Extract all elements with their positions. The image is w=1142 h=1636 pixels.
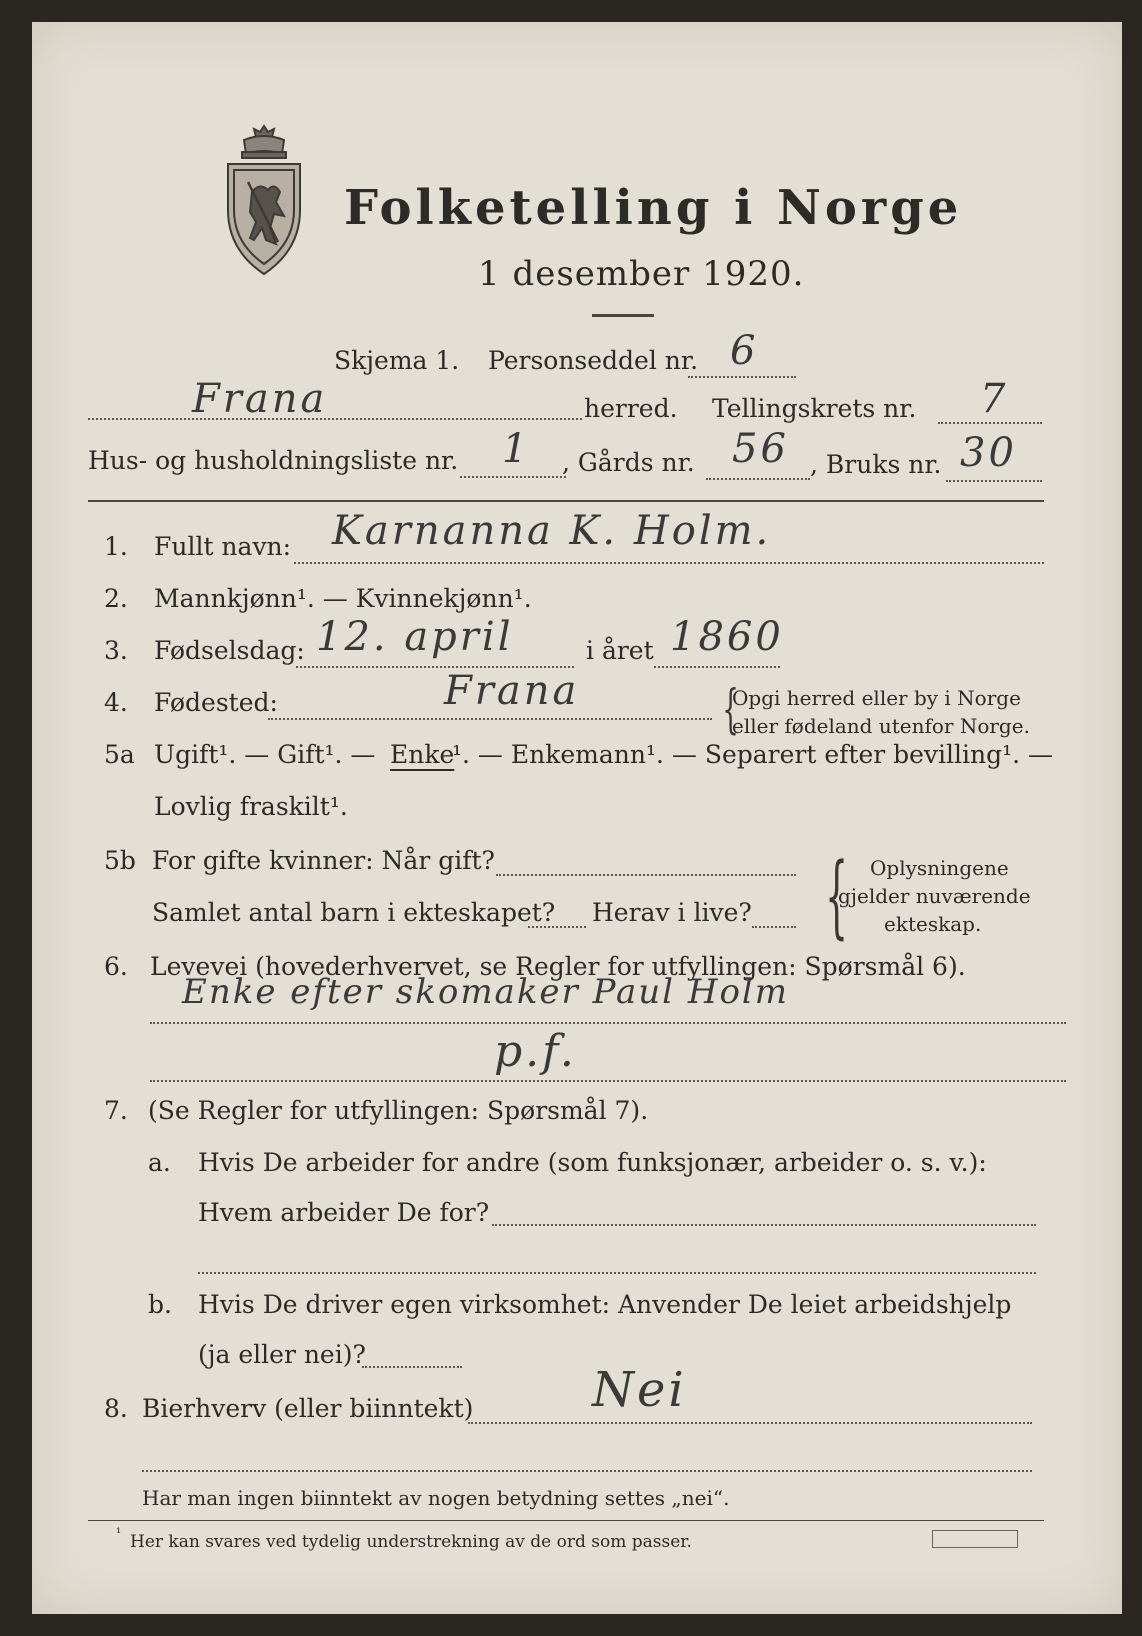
- q6-label: Levevei (hovederhvervet, se Regler for utfyllingen: Spørsmål 6).: [150, 952, 966, 981]
- census-date: 1 desember 1920.: [478, 254, 805, 294]
- q5b-note-brace: {: [825, 844, 849, 949]
- q6-field-line-2: [150, 1080, 1066, 1082]
- personseddel-field-line: [688, 376, 796, 378]
- bruks-value[interactable]: 30: [960, 430, 1017, 476]
- q5a-number: 5a: [104, 740, 135, 769]
- q8-field-line-2[interactable]: [142, 1470, 1032, 1472]
- q5b-alive-field-line[interactable]: [752, 926, 796, 928]
- q5b-married-when-label: For gifte kvinner: Når gift?: [152, 846, 495, 875]
- footnote-separator: [88, 1520, 1044, 1521]
- q2-gender-options[interactable]: Mannkjønn¹. — Kvinnekjønn¹.: [154, 584, 532, 613]
- q8-secondary-income-value[interactable]: Nei: [592, 1362, 687, 1418]
- bruks-label: , Bruks nr.: [810, 450, 942, 479]
- q5a-options-start[interactable]: Ugift¹. — Gift¹. —: [154, 740, 376, 769]
- personseddel-label: Personseddel nr.: [488, 346, 699, 375]
- q7b-letter: b.: [148, 1290, 172, 1319]
- q3-birthdate-value[interactable]: 12. april: [316, 614, 514, 660]
- q3-year-value[interactable]: 1860: [670, 614, 784, 660]
- q7b-question: (ja eller nei)?: [198, 1340, 366, 1369]
- q1-label: Fullt navn:: [154, 532, 292, 561]
- printer-stamp: [932, 1530, 1018, 1548]
- q4-note-brace: {: [722, 680, 739, 740]
- q8-label: Bierhverv (eller biinntekt): [142, 1394, 474, 1423]
- tellingskrets-label: Tellingskrets nr.: [712, 394, 917, 423]
- q4-number: 4.: [104, 688, 128, 717]
- household-list-label: Hus- og husholdningsliste nr.: [88, 446, 459, 475]
- q6-occupation-value-2[interactable]: p.f.: [494, 1026, 577, 1077]
- title-divider: [592, 314, 654, 317]
- q5a-option-enke-underlined[interactable]: Enke: [390, 740, 455, 769]
- tellingskrets-value[interactable]: 7: [980, 376, 1009, 422]
- household-list-field-line: [460, 476, 566, 478]
- q5b-note-line3: ekteskap.: [884, 912, 982, 936]
- q7a-field-line-1[interactable]: [492, 1224, 1036, 1226]
- q5b-children-field-line[interactable]: [528, 926, 586, 928]
- q6-number: 6.: [104, 952, 128, 981]
- q8-number: 8.: [104, 1394, 128, 1423]
- q7a-question: Hvem arbeider De for?: [198, 1198, 490, 1227]
- gards-label: , Gårds nr.: [562, 448, 695, 477]
- bruks-field-line: [946, 480, 1042, 482]
- q6-field-line-1: [150, 1022, 1066, 1024]
- herred-label: herred.: [584, 394, 678, 423]
- q3-label: Fødselsdag:: [154, 636, 305, 665]
- q5a-options-end[interactable]: ¹. — Enkemann¹. — Separert efter bevilling¹. —: [452, 740, 1054, 769]
- herred-field-line: [88, 418, 582, 420]
- q5b-children-label: Samlet antal barn i ekteskapet?: [152, 898, 556, 927]
- gards-field-line: [706, 478, 810, 480]
- q7a-text: Hvis De arbeider for andre (som funksjonær, arbeider o. s. v.):: [198, 1148, 987, 1177]
- q5b-note-line2: gjelder nuværende: [838, 884, 1031, 908]
- q4-field-line: [268, 718, 712, 720]
- header-separator: [88, 500, 1044, 502]
- q5b-number: 5b: [104, 846, 136, 875]
- q3-year-field-line: [654, 666, 780, 668]
- tellingskrets-field-line: [938, 422, 1042, 424]
- q4-note-line1: Opgi herred eller by i Norge: [732, 686, 1021, 710]
- q4-label: Fødested:: [154, 688, 278, 717]
- q4-note-line2: eller fødeland utenfor Norge.: [732, 714, 1030, 738]
- footnote-text: Her kan svares ved tydelig understrekning av de ord som passer.: [130, 1532, 692, 1552]
- census-form-page: [32, 22, 1122, 1614]
- herred-value[interactable]: Frana: [192, 376, 328, 422]
- schema-label: Skjema 1.: [334, 346, 460, 375]
- q8-field-line-1: [468, 1422, 1032, 1424]
- q3-number: 3.: [104, 636, 128, 665]
- gards-value[interactable]: 56: [732, 426, 789, 472]
- q6-occupation-value[interactable]: Enke efter skomaker Paul Holm: [182, 972, 790, 1012]
- q5b-married-when-field-line[interactable]: [496, 874, 796, 876]
- coat-of-arms-icon: [218, 122, 310, 282]
- q5a-option-divorced[interactable]: Lovlig fraskilt¹.: [154, 792, 348, 821]
- q7a-field-line-2[interactable]: [198, 1272, 1036, 1274]
- q1-field-line: [294, 562, 1044, 564]
- q7-label: (Se Regler for utfyllingen: Spørsmål 7).: [148, 1096, 649, 1125]
- q7b-text: Hvis De driver egen virksomhet: Anvender De leiet arbeidshjelp: [198, 1290, 1012, 1319]
- q2-number: 2.: [104, 584, 128, 613]
- q1-number: 1.: [104, 532, 128, 561]
- household-list-value[interactable]: 1: [502, 426, 531, 472]
- q3-year-label: i året: [586, 636, 654, 665]
- q7-number: 7.: [104, 1096, 128, 1125]
- note-text: Har man ingen biinntekt av nogen betydning settes „nei“.: [142, 1486, 730, 1510]
- q1-full-name-value[interactable]: Karnanna K. Holm.: [332, 508, 772, 554]
- footnote-mark: ¹: [116, 1526, 122, 1541]
- personseddel-value[interactable]: 6: [730, 328, 759, 374]
- q7b-field-line[interactable]: [362, 1366, 462, 1368]
- q5b-alive-label: Herav i live?: [592, 898, 752, 927]
- q7a-letter: a.: [148, 1148, 171, 1177]
- q4-birthplace-value[interactable]: Frana: [444, 668, 580, 714]
- q5b-note-line1: Oplysningene: [870, 856, 1009, 880]
- page-title: Folketelling i Norge: [344, 180, 963, 236]
